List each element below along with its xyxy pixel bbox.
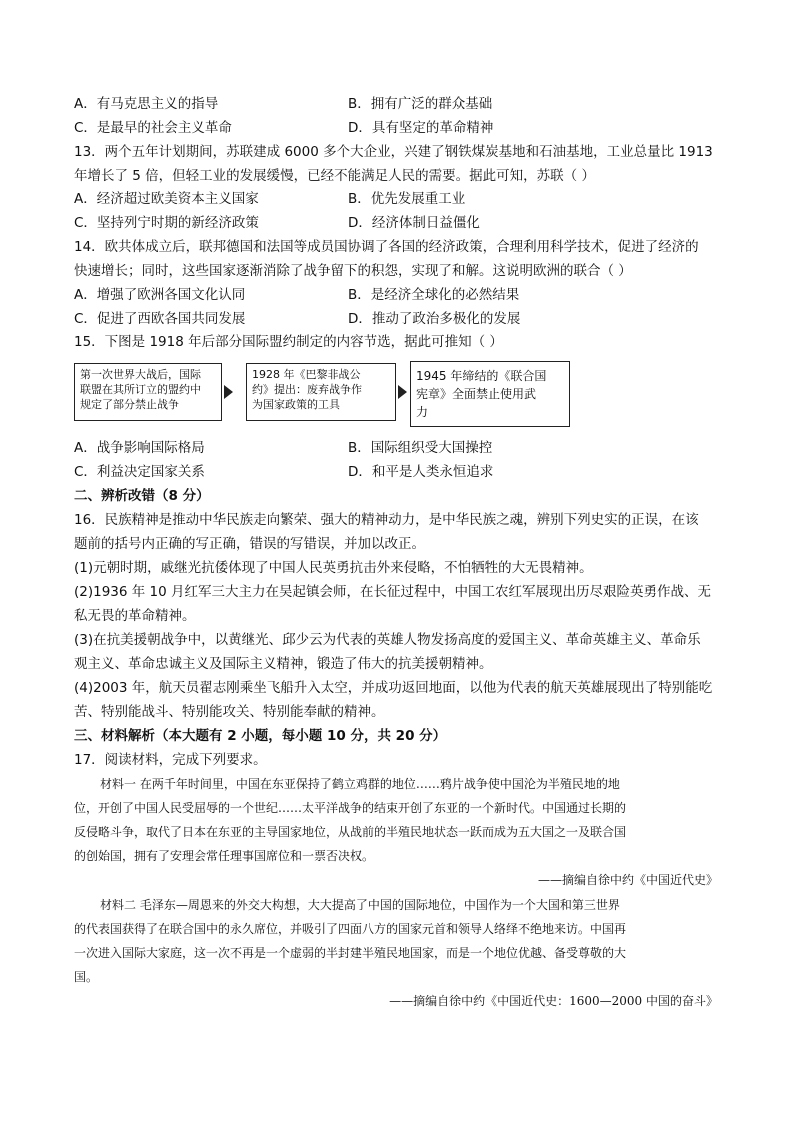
q15-flow-diagram <box>74 361 574 429</box>
q16-item4-line2: 苦、特别能战斗、特别能攻关、特别能奉献的精神。 <box>74 704 385 720</box>
q15-option-d: D．和平是人类永恒追求 <box>348 464 494 480</box>
flow-box-un-charter <box>410 361 570 427</box>
material1-line4: 的创始国，拥有了安理会常任理事国席位和一票否决权。 <box>74 849 375 863</box>
flow-box3-line2: 宪章》全面禁止使用武 <box>416 387 537 401</box>
q12-option-c: C．是最早的社会主义革命 <box>74 120 232 136</box>
material1-line3: 反侵略斗争，取代了日本在东亚的主导国家地位，从战前的半殖民地状态一跃而成为五大国之一及联合国 <box>74 825 627 839</box>
flow-box2-line3: 为国家政策的工具 <box>252 398 340 411</box>
q13-stem-line1: 13．两个五年计划期间，苏联建成 6000 多个大企业，兴建了钢铁煤炭基地和石油基地，工业总量比 1913 <box>74 144 713 160</box>
section3-title: 三、材料解析（本大题有 2 小题，每小题 10 分，共 20 分） <box>74 728 447 744</box>
material2-line2: 的代表国获得了在联合国中的永久席位，并吸引了四面八方的国家元首和领导人络绎不绝地来访。中国再 <box>74 922 627 936</box>
q16-item4-line1: (4)2003 年，航天员翟志刚乘坐飞船升入太空，并成功返回地面，以他为代表的航天英雄展现出了特别能吃 <box>74 680 713 696</box>
q14-option-a: A．增强了欧洲各国文化认同 <box>74 287 246 303</box>
material2-line4: 国。 <box>74 970 99 984</box>
q15-option-c: C．利益决定国家关系 <box>74 464 205 480</box>
q13-option-c: C．坚持列宁时期的新经济政策 <box>74 215 259 231</box>
flow-box-paris-pact <box>246 363 396 421</box>
section2-title: 二、辨析改错（8 分） <box>74 488 210 504</box>
flow-box2-line2: 约》提出：废弃战争作 <box>252 383 362 396</box>
flow-box1-line2: 联盟在其所订立的盟约中 <box>80 383 201 396</box>
q12-option-a: A．有马克思主义的指导 <box>74 96 219 112</box>
flow-arrow-1 <box>224 385 233 399</box>
q16-item3-line1: (3)在抗美援朝战争中，以黄继光、邱少云为代表的英雄人物发扬高度的爱国主义、革命英雄主义、革命乐 <box>74 632 701 648</box>
q12-option-d: D．具有坚定的革命精神 <box>348 120 494 136</box>
material2-source: ——摘编自徐中约《中国近代史：1600—2000 中国的奋斗》 <box>389 994 718 1008</box>
material1-line2: 位，开创了中国人民受屈辱的一个世纪……太平洋战争的结束开创了东亚的一个新时代。中国通过长期的 <box>74 801 627 815</box>
q16-item3-line2: 观主义、革命忠诚主义及国际主义精神，锻造了伟大的抗美援朝精神。 <box>74 656 493 672</box>
q14-stem-line1: 14．欧共体成立后，联邦德国和法国等成员国协调了各国的经济政策，合理利用科学技术，促进了经济的 <box>74 239 699 255</box>
flow-box1-line3: 规定了部分禁止战争 <box>80 398 179 411</box>
q16-item2-line2: 私无畏的革命精神。 <box>74 608 196 624</box>
material1-line1: 材料一 在两千年时间里，中国在东亚保持了鹤立鸡群的地位……鸦片战争使中国沦为半殖民地的地 <box>100 777 620 791</box>
q15-option-a: A．战争影响国际格局 <box>74 440 205 456</box>
q14-option-d: D．推动了政治多极化的发展 <box>348 311 521 327</box>
q13-option-a: A．经济超过欧美资本主义国家 <box>74 191 259 207</box>
material1-source: ——摘编自徐中约《中国近代史》 <box>537 873 718 887</box>
q14-option-b: B．是经济全球化的必然结果 <box>348 287 520 303</box>
q16-stem-line2: 题前的括号内正确的写正确，错误的写错误，并加以改正。 <box>74 536 425 552</box>
q15-stem: 15．下图是 1918 年后部分国际盟约制定的内容节选，据此可推知（ ） <box>74 334 503 350</box>
q17-stem: 17．阅读材料，完成下列要求。 <box>74 752 267 768</box>
material2-line1: 材料二 毛泽东—周恩来的外交大构想，大大提高了中国的国际地位，中国作为一个大国和第三世界 <box>100 898 620 912</box>
q14-stem-line2: 快速增长；同时，这些国家逐渐消除了战争留下的积怨，实现了和解。这说明欧洲的联合（ ） <box>74 263 632 279</box>
flow-arrow-2 <box>398 385 407 399</box>
flow-box2-line1: 1928 年《巴黎非战公 <box>252 368 361 381</box>
flow-box3-line1: 1945 年缔结的《联合国 <box>416 369 547 383</box>
q13-option-b: B．优先发展重工业 <box>348 191 466 207</box>
q13-stem-line2: 年增长了 5 倍，但轻工业的发展缓慢，已经不能满足人民的需要。据此可知，苏联（ ） <box>74 168 595 184</box>
q16-item1: (1)元朝时期，戚继光抗倭体现了中国人民英勇抗击外来侵略，不怕牺牲的大无畏精神。 <box>74 560 593 576</box>
q12-option-b: B．拥有广泛的群众基础 <box>348 96 493 112</box>
q15-option-b: B．国际组织受大国操控 <box>348 440 493 456</box>
q16-item2-line1: (2)1936 年 10 月红军三大主力在吴起镇会师，在长征过程中，中国工农红军展现出历尽艰险英勇作战、无 <box>74 584 712 600</box>
q13-option-d: D．经济体制日益僵化 <box>348 215 480 231</box>
flow-box1-line1: 第一次世界大战后，国际 <box>80 368 201 381</box>
q16-stem-line1: 16．民族精神是推动中华民族走向繁荣、强大的精神动力，是中华民族之魂，辨别下列史实的正误，在该 <box>74 512 699 528</box>
flow-box-league-covenant <box>74 363 222 421</box>
q14-option-c: C．促进了西欧各国共同发展 <box>74 311 246 327</box>
material2-line3: 一次进入国际大家庭，这一次不再是一个虚弱的半封建半殖民地国家，而是一个地位优越、备受尊敬的大 <box>74 946 627 960</box>
flow-box3-line3: 力 <box>416 405 429 419</box>
